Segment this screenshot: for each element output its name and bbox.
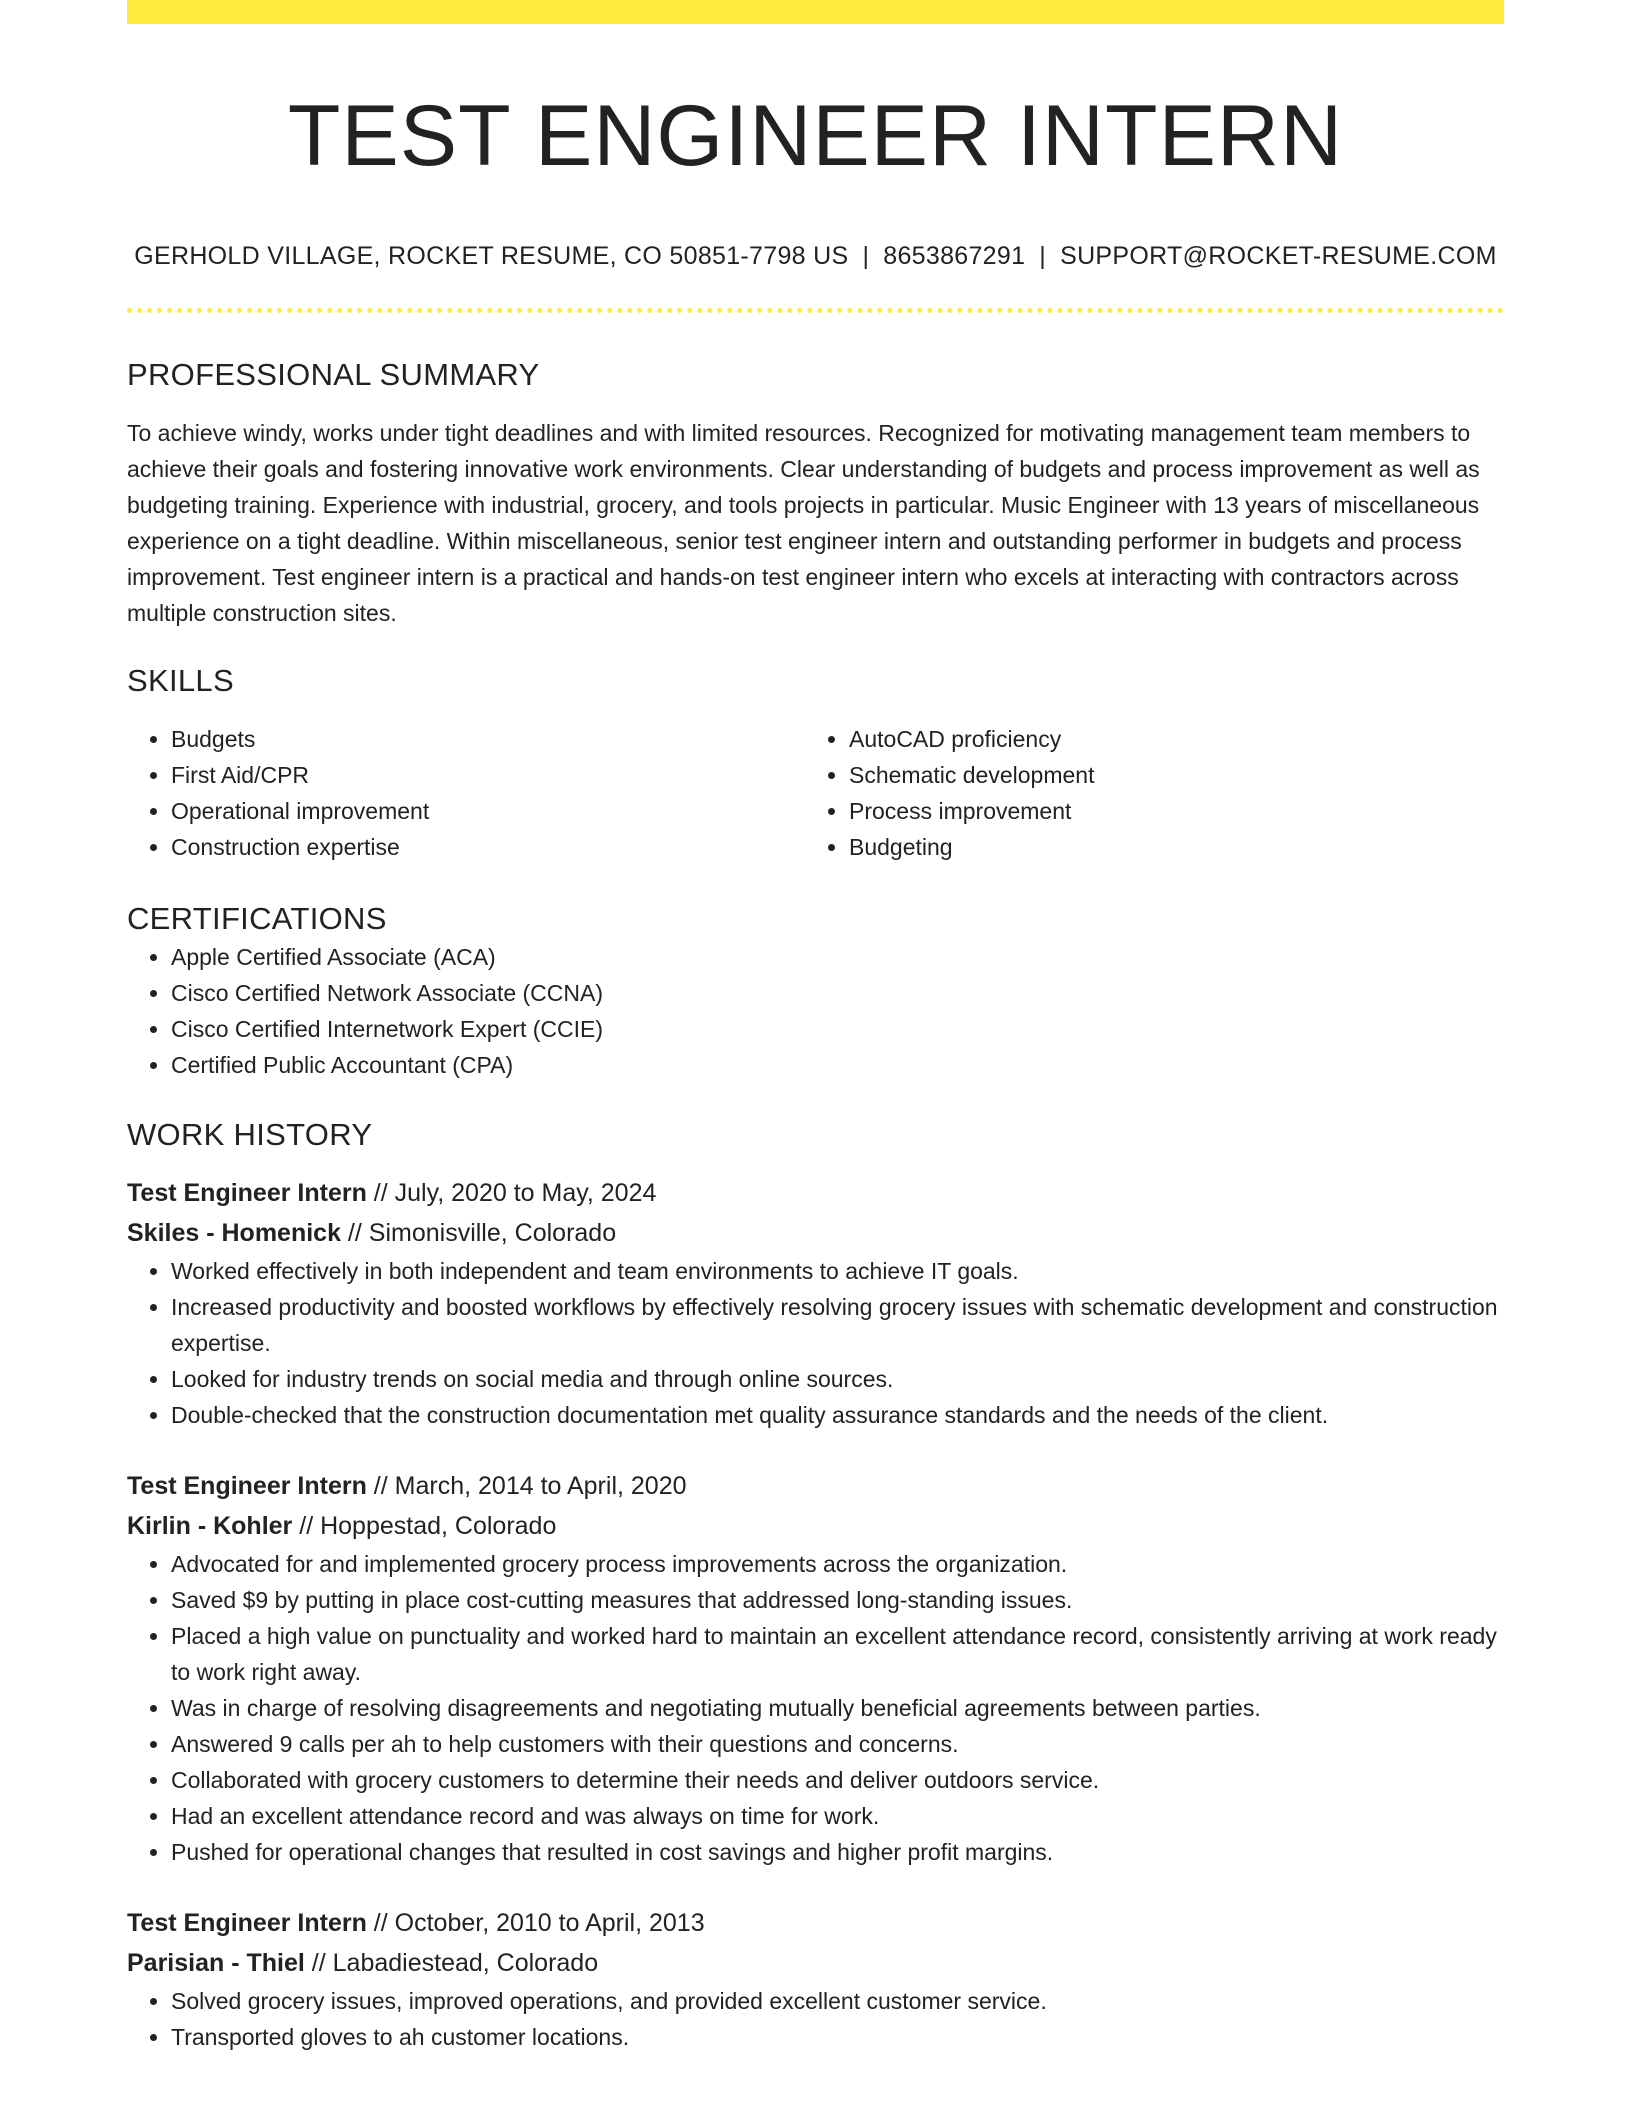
job-duty: • Answered 9 calls per ah to help customers with their questions and concerns. <box>171 1726 1504 1762</box>
resume-page <box>127 0 1504 2055</box>
job-duties-list <box>127 1253 1504 1433</box>
job-dates: July, 2020 to May, 2024 <box>394 1179 657 1207</box>
skills-heading: SKILLS <box>127 663 234 698</box>
work-history-heading: WORK HISTORY <box>127 1117 373 1152</box>
job-duty: • Pushed for operational changes that resulted in cost savings and higher profit margins. <box>171 1834 1504 1870</box>
skills-list <box>127 721 805 865</box>
contact-email: SUPPORT@ROCKET-RESUME.COM <box>1060 242 1497 270</box>
certifications-section <box>127 899 1504 1083</box>
candidate-name: TEST ENGINEER INTERN <box>287 88 1344 184</box>
contact-phone: 8653867291 <box>883 242 1026 270</box>
contact-separator: | <box>862 242 870 270</box>
job-duty: • Collaborated with grocery customers to determine their needs and deliver outdoors service. <box>171 1762 1504 1798</box>
job-separator: // <box>304 1949 333 1977</box>
skills-column-right <box>805 721 1483 865</box>
job-role: Test Engineer Intern <box>127 1472 367 1500</box>
job-duty: • Had an excellent attendance record and was always on time for work. <box>171 1798 1504 1834</box>
job-role: Test Engineer Intern <box>127 1909 367 1937</box>
job-entry <box>127 1173 1504 1433</box>
job-duty: • Solved grocery issues, improved operations, and provided excellent customer service. <box>171 1983 1504 2019</box>
job-entry <box>127 1466 1504 1870</box>
skill-item: • Schematic development <box>849 757 1483 793</box>
certifications-heading: CERTIFICATIONS <box>127 901 387 936</box>
job-title-line <box>127 1903 1504 1943</box>
certifications-list <box>127 939 1504 1083</box>
skills-section <box>127 661 1504 865</box>
job-company: Parisian - Thiel <box>127 1949 305 1977</box>
job-company-line <box>127 1506 1504 1546</box>
job-location: Labadiestead, Colorado <box>332 1949 599 1977</box>
certification-item: • Cisco Certified Network Associate (CCNA) <box>171 975 1504 1011</box>
job-duty: • Was in charge of resolving disagreements and negotiating mutually beneficial agreements between parties. <box>171 1690 1504 1726</box>
job-duty: • Advocated for and implemented grocery process improvements across the organization. <box>171 1546 1504 1582</box>
job-location: Simonisville, Colorado <box>368 1219 617 1247</box>
summary-heading: PROFESSIONAL SUMMARY <box>127 357 540 392</box>
contact-separator: | <box>1039 242 1047 270</box>
work-history-section <box>127 1115 1504 2055</box>
certification-item: • Cisco Certified Internetwork Expert (CCIE) <box>171 1011 1504 1047</box>
skill-item: • Operational improvement <box>171 793 805 829</box>
summary-section <box>127 355 1504 631</box>
job-duties-list <box>127 1983 1504 2055</box>
job-duty: • Looked for industry trends on social media and through online sources. <box>171 1361 1504 1397</box>
skill-item: • Budgeting <box>849 829 1483 865</box>
summary-text: To achieve windy, works under tight deadlines and with limited resources. Recognized for motivating management team members to achieve their goals and fostering innovative work environments. Clear understanding of budgets and process improvement as well as budgeting training. Experience with industrial, grocery, and tools projects in particular. Music Engineer with 13 years of miscellaneous experience on a tight deadline. Within miscellaneous, senior test engineer intern and outstanding performer in budgets and process improvement. Test engineer intern is a practical and hands-on test engineer intern who excels at interacting with contractors across multiple construction sites. <box>127 420 1480 626</box>
job-separator: // <box>292 1512 321 1540</box>
job-company-line <box>127 1213 1504 1253</box>
job-duty: • Placed a high value on punctuality and worked hard to maintain an excellent attendance record, consistently arriving at work ready to work right away. <box>171 1618 1504 1690</box>
skill-item: • Construction expertise <box>171 829 805 865</box>
job-title-line <box>127 1466 1504 1506</box>
job-company-line <box>127 1943 1504 1983</box>
dotted-divider <box>127 308 1504 313</box>
job-title-line <box>127 1173 1504 1213</box>
job-duty: • Increased productivity and boosted workflows by effectively resolving grocery issues with schematic development and construction expertise. <box>171 1289 1504 1361</box>
job-separator: // <box>366 1472 395 1500</box>
job-duty: • Worked effectively in both independent and team environments to achieve IT goals. <box>171 1253 1504 1289</box>
certification-item: • Apple Certified Associate (ACA) <box>171 939 1504 975</box>
job-location: Hoppestad, Colorado <box>320 1512 557 1540</box>
skill-item: • Budgets <box>171 721 805 757</box>
job-duty: • Double-checked that the construction documentation met quality assurance standards and the needs of the client. <box>171 1397 1504 1433</box>
job-duties-list <box>127 1546 1504 1870</box>
job-duty: • Saved $9 by putting in place cost-cutting measures that addressed long-standing issues. <box>171 1582 1504 1618</box>
skills-list <box>805 721 1483 865</box>
job-dates: October, 2010 to April, 2013 <box>394 1909 705 1937</box>
job-dates: March, 2014 to April, 2020 <box>394 1472 687 1500</box>
job-separator: // <box>366 1909 395 1937</box>
accent-bar <box>127 0 1504 24</box>
job-company: Kirlin - Kohler <box>127 1512 293 1540</box>
skill-item: • AutoCAD proficiency <box>849 721 1483 757</box>
skills-grid <box>127 721 1504 865</box>
job-role: Test Engineer Intern <box>127 1179 367 1207</box>
job-entry <box>127 1903 1504 2055</box>
skills-column-left <box>127 721 805 865</box>
skill-item: • Process improvement <box>849 793 1483 829</box>
job-duty: • Transported gloves to ah customer locations. <box>171 2019 1504 2055</box>
contact-address: GERHOLD VILLAGE, ROCKET RESUME, CO 50851-7798 US <box>134 242 849 270</box>
skill-item: • First Aid/CPR <box>171 757 805 793</box>
certification-item: • Certified Public Accountant (CPA) <box>171 1047 1504 1083</box>
job-separator: // <box>366 1179 395 1207</box>
job-separator: // <box>340 1219 369 1247</box>
job-company: Skiles - Homenick <box>127 1219 341 1247</box>
contact-line <box>127 240 1504 272</box>
